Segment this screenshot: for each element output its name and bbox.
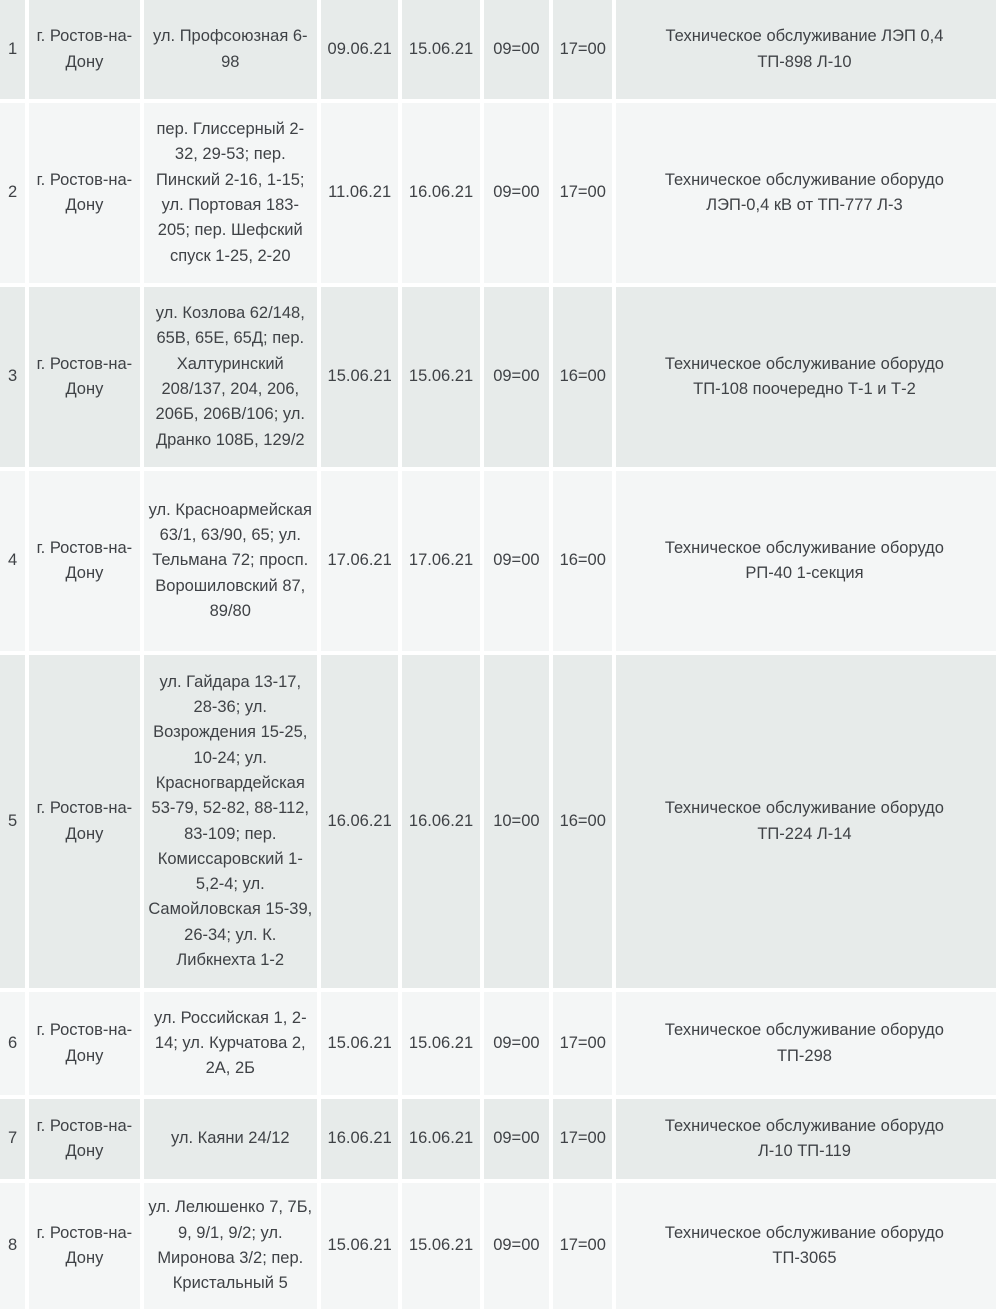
date-end-cell: 16.06.21 [402,655,479,988]
address-cell: ул. Козлова 62/148, 65В, 65Е, 65Д; пер. Халтуринский 208/137, 204, 206, 206Б, 206В/106; ул. Дранко 108Б, 129/2 [144,287,317,467]
row-number-cell: 8 [0,1183,25,1309]
city-cell: г. Ростов-на-Дону [29,1183,139,1309]
date-start-cell: 16.06.21 [321,655,398,988]
description-line-1: Техническое обслуживание оборудо [664,1021,944,1040]
description-cell [616,471,996,651]
time-end-cell: 17=00 [553,1099,612,1179]
date-start-cell: 11.06.21 [321,103,398,283]
address-cell: ул. Каяни 24/12 [144,1099,317,1179]
description-line-2: ТП-298 [776,1046,832,1065]
city-cell: г. Ростов-на-Дону [29,287,139,467]
time-start-cell: 10=00 [484,655,549,988]
time-end-cell: 17=00 [553,103,612,283]
table-row [0,471,996,651]
description-line-1: Техническое обслуживание оборудо [664,170,944,189]
address-cell: ул. Лелюшенко 7, 7Б, 9, 9/1, 9/2; ул. Миронова 3/2; пер. Кристальный 5 [144,1183,317,1309]
date-end-cell: 15.06.21 [402,287,479,467]
city-cell: г. Ростов-на-Дону [29,0,139,99]
date-end-cell: 15.06.21 [402,992,479,1095]
address-cell: ул. Красноармейская 63/1, 63/90, 65; ул. Тельмана 72; просп. Ворошиловский 87, 89/80 [144,471,317,651]
time-end-cell: 16=00 [553,655,612,988]
description-cell [616,1099,996,1179]
description-line-1: Техническое обслуживание оборудо [664,538,944,557]
time-start-cell: 09=00 [484,1099,549,1179]
table-row [0,1183,996,1309]
city-cell: г. Ростов-на-Дону [29,103,139,283]
time-start-cell: 09=00 [484,0,549,99]
date-start-cell: 16.06.21 [321,1099,398,1179]
date-start-cell: 09.06.21 [321,0,398,99]
time-start-cell: 09=00 [484,471,549,651]
row-number-cell: 5 [0,655,25,988]
description-cell [616,1183,996,1309]
description-cell [616,287,996,467]
description-line-1: Техническое обслуживание ЛЭП 0,4 [665,27,944,46]
city-cell: г. Ростов-на-Дону [29,992,139,1095]
date-end-cell: 16.06.21 [402,103,479,283]
address-cell: ул. Гайдара 13-17, 28-36; ул. Возрождения 15-25, 10-24; ул. Красногвардейская 53-79, 52-82, 88-112, 83-109; пер. Комиссаровский 1-5,2-4; ул. Самойловская 15-39, 26-34; ул. К. Либкнехта 1-2 [144,655,317,988]
city-cell: г. Ростов-на-Дону [29,655,139,988]
date-end-cell: 15.06.21 [402,0,479,99]
time-start-cell: 09=00 [484,103,549,283]
table-row [0,1099,996,1179]
table-row [0,287,996,467]
date-start-cell: 15.06.21 [321,287,398,467]
table-row [0,655,996,988]
row-number-cell: 7 [0,1099,25,1179]
table-row [0,0,996,99]
time-start-cell: 09=00 [484,1183,549,1309]
row-number-cell: 6 [0,992,25,1095]
table-row [0,992,996,1095]
description-line-1: Техническое обслуживание оборудо [664,354,944,373]
date-start-cell: 15.06.21 [321,1183,398,1309]
description-line-2: РП-40 1-секция [745,564,864,582]
description-line-1: Техническое обслуживание оборудо [664,1223,944,1242]
time-end-cell: 17=00 [553,1183,612,1309]
date-start-cell: 15.06.21 [321,992,398,1095]
date-end-cell: 16.06.21 [402,1099,479,1179]
description-cell [616,992,996,1095]
table-row [0,103,996,283]
time-end-cell: 16=00 [553,287,612,467]
row-number-cell: 4 [0,471,25,651]
row-number-cell: 1 [0,0,25,99]
description-line-2: ТП-224 Л-14 [757,824,852,843]
time-end-cell: 17=00 [553,0,612,99]
address-cell: ул. Профсоюзная 6-98 [144,0,317,99]
time-start-cell: 09=00 [484,287,549,467]
date-end-cell: 17.06.21 [402,471,479,651]
description-line-1: Техническое обслуживание оборудо [664,799,944,818]
address-cell: пер. Глиссерный 2-32, 29-53; пер. Пинский 2-16, 1-15; ул. Портовая 183-205; пер. Шефский спуск 1-25, 2-20 [144,103,317,283]
row-number-cell: 3 [0,287,25,467]
address-cell: ул. Российская 1, 2-14; ул. Курчатова 2, 2А, 2Б [144,992,317,1095]
city-cell: г. Ростов-на-Дону [29,471,139,651]
time-start-cell: 09=00 [484,992,549,1095]
description-line-1: Техническое обслуживание оборудо [664,1116,944,1135]
description-cell [616,655,996,988]
description-line-2: ТП-108 поочередно Т-1 и Т-2 [693,380,916,398]
time-end-cell: 17=00 [553,992,612,1095]
city-cell: г. Ростов-на-Дону [29,1099,139,1179]
description-line-2: ТП-3065 [772,1249,837,1267]
time-end-cell: 16=00 [553,471,612,651]
row-number-cell: 2 [0,103,25,283]
description-cell [616,0,996,99]
date-end-cell: 15.06.21 [402,1183,479,1309]
date-start-cell: 17.06.21 [321,471,398,651]
description-cell [616,103,996,283]
description-line-2: ЛЭП-0,4 кВ от ТП-777 Л-3 [706,196,903,214]
description-line-2: Л-10 ТП-119 [757,1142,851,1160]
description-line-2: ТП-898 Л-10 [757,52,852,71]
